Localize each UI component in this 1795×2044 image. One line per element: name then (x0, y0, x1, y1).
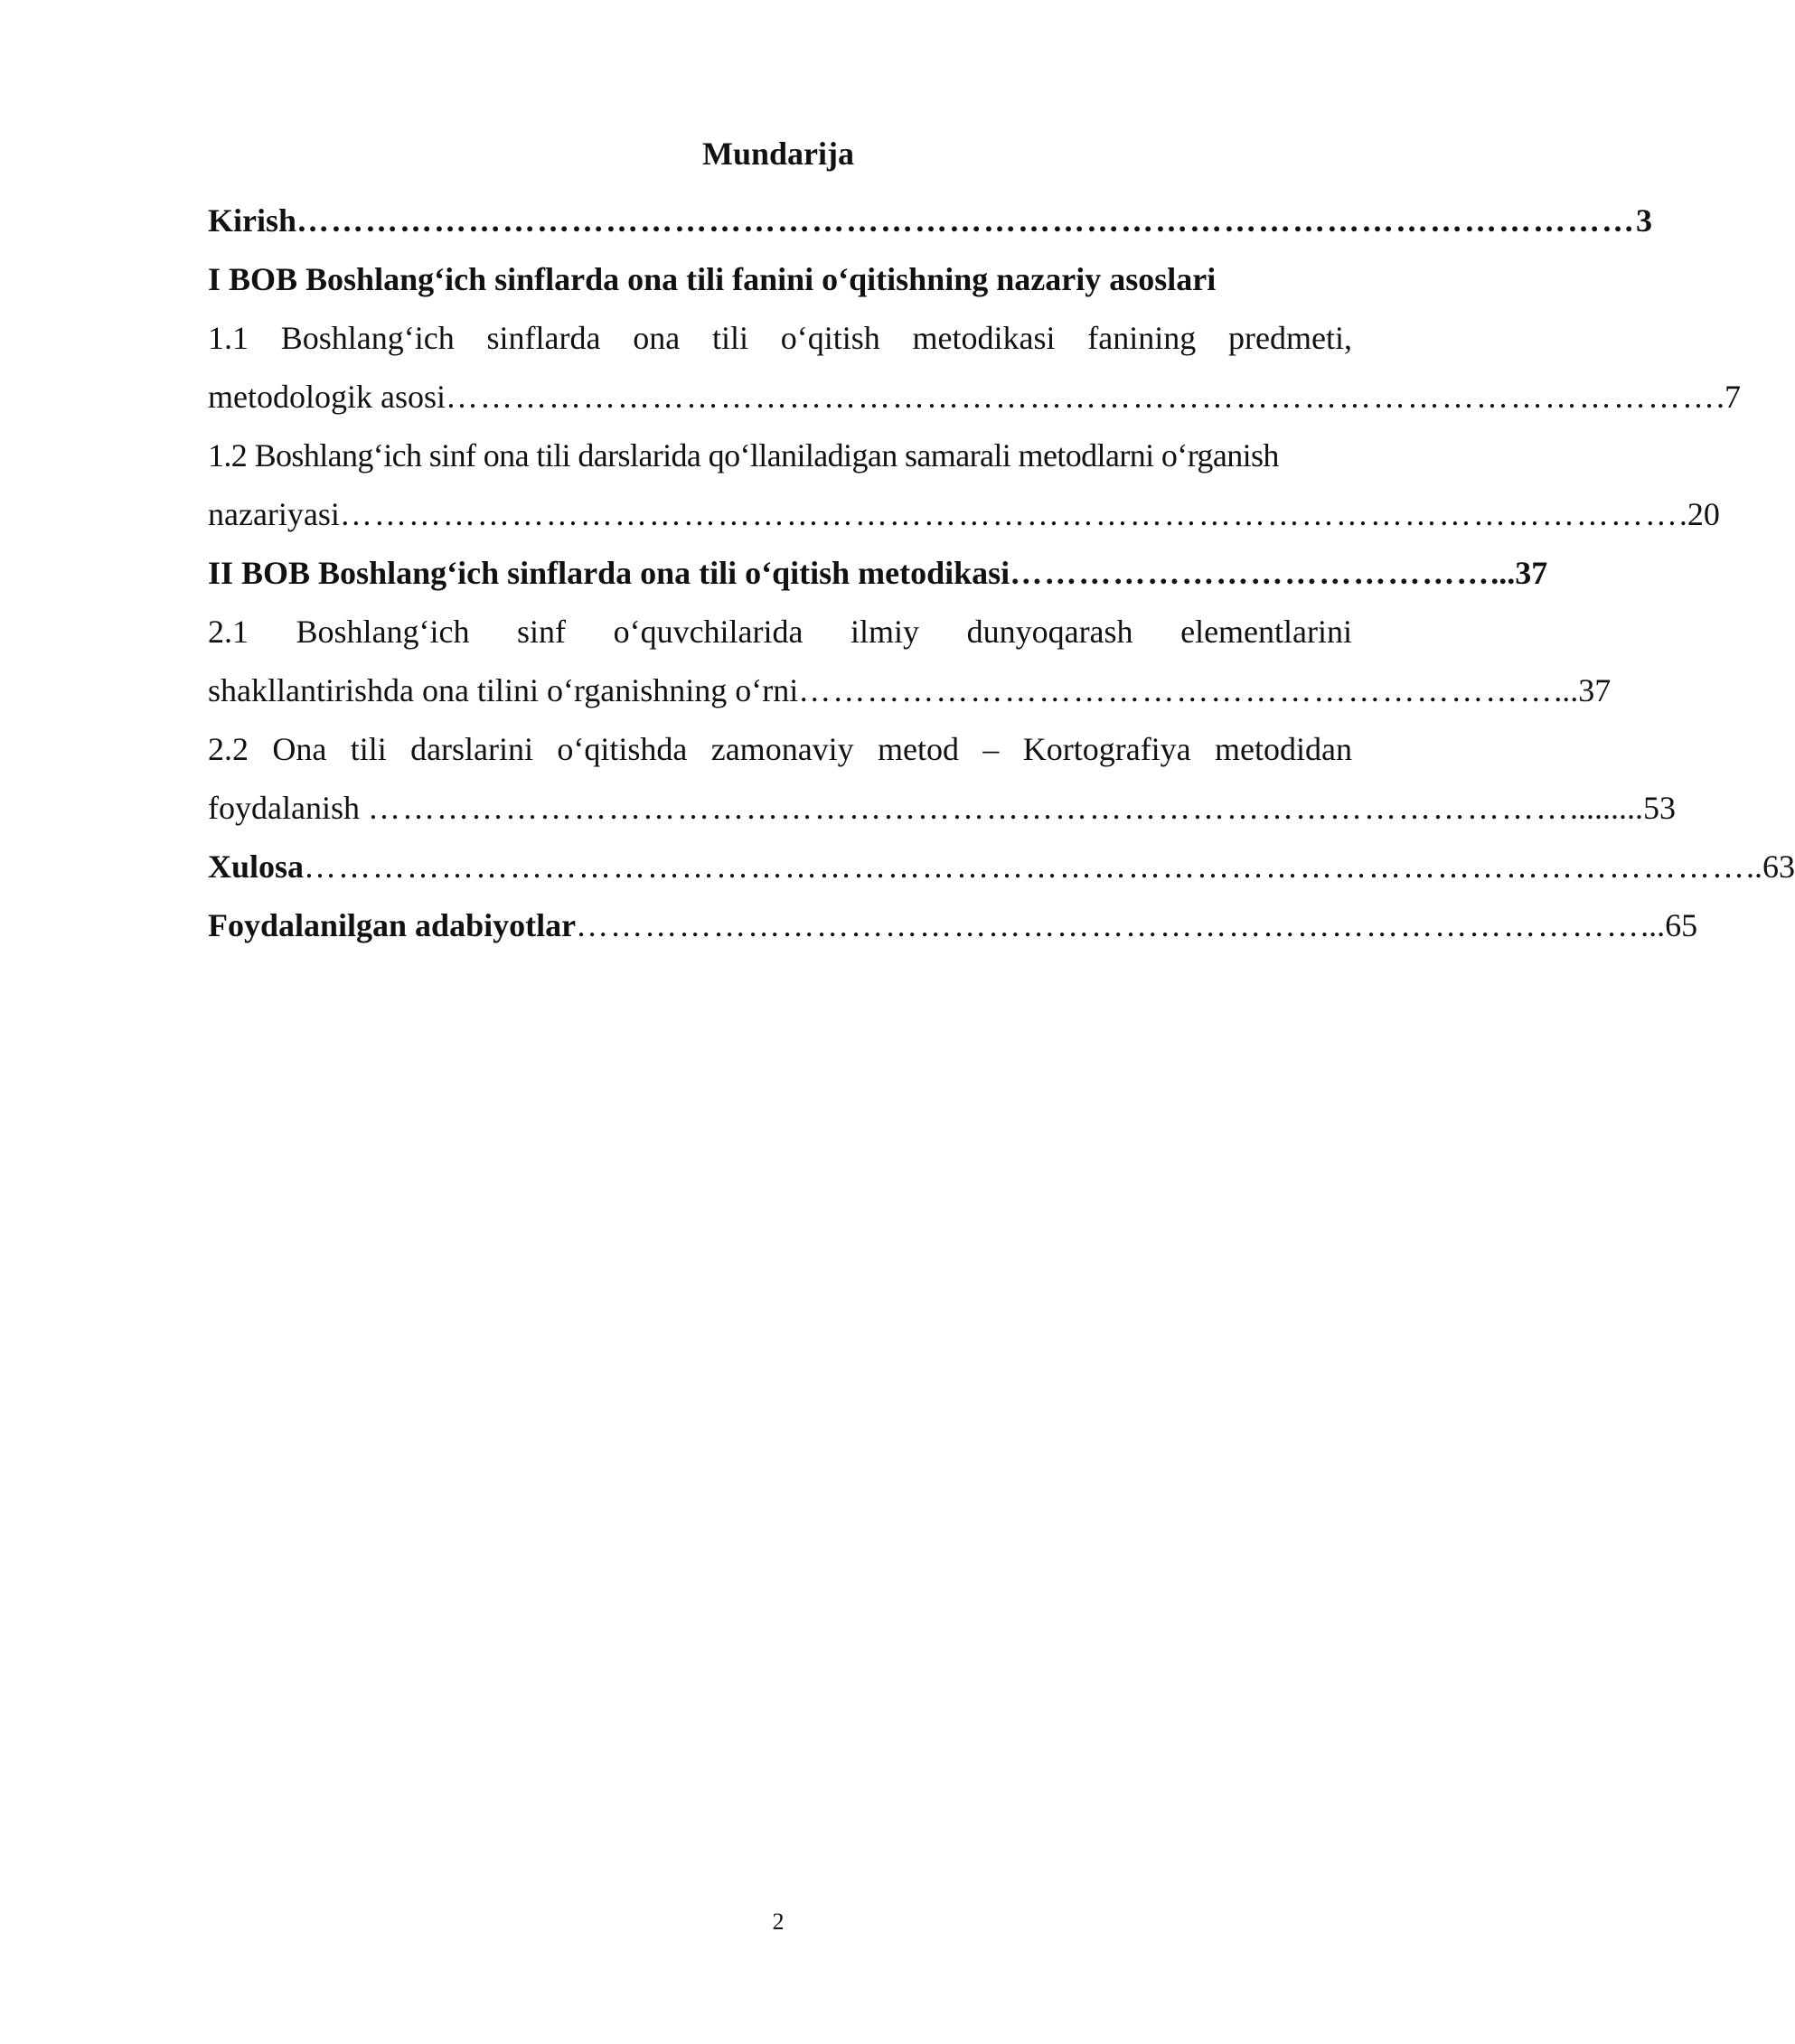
toc-entry-section-2-2-cont: foydalanish …………………………………………………………………………………………… .........53 (208, 779, 1352, 838)
toc-page-number: 3 (1636, 202, 1653, 239)
toc-title: Mundarija (701, 136, 854, 172)
toc-entry-chapter-1: I BOB Boshlang‘ich sinflarda ona tili fanini o‘qitishning nazariy asoslari (208, 261, 1217, 297)
toc-page-number: .7 (1716, 379, 1741, 415)
toc-entry-section-1-2-cont: nazariyasi ……………………………………………………………………………………………………… .20 (208, 485, 1352, 544)
toc-entry-section-2-1: 2.1 Boshlang‘ich sinf o‘quvchilarida ilmiy dunyoqarash elementlarini (208, 614, 1352, 650)
toc-entry-section-2-1-cont: shakllantirishda ona tilini o‘rganishning o‘rni ………………………………………………………… ...37 (208, 661, 1352, 720)
toc-entry-section-1-1-cont: metodologik asosi ………………………………………………………………………………………………… .7 (208, 368, 1325, 427)
toc-page-number: .20 (1678, 496, 1720, 532)
toc-entry-section-1-1: 1.1 Boshlang‘ich sinflarda ona tili o‘qitish metodikasi fanining predmeti, (208, 320, 1352, 356)
toc-page-number: ...65 (1640, 907, 1698, 943)
toc-entry-chapter-2: II BOB Boshlang‘ich sinflarda ona tili o‘qitish metodikasi …………………………………… ...37 (208, 544, 1352, 603)
toc-page-number: ..63 (1746, 849, 1795, 885)
toc-page-number: ...37 (1490, 555, 1548, 591)
table-of-contents (208, 192, 1795, 955)
toc-entry-xulosa: Xulosa ……………………………………………………………………………………………………………… ..63 (208, 838, 1347, 896)
toc-entry-adabiyotlar: Foydalanilgan adabiyotlar ………………………………………………………………………………… ...65 (208, 896, 1343, 955)
page-number: 2 (772, 1908, 785, 1935)
toc-entry-kirish: Kirish ……………………………………………………………………………………………………… 3 (208, 192, 1352, 250)
toc-entry-section-2-2: 2.2 Ona tili darslarini o‘qitishda zamonaviy metod – Kortografiya metodidan (208, 731, 1352, 767)
toc-page-number: ...37 (1554, 672, 1612, 708)
toc-entry-section-1-2: 1.2 Boshlang‘ich sinf ona tili darslarida qo‘llaniladigan samarali metodlarni o‘rganish (208, 437, 1279, 473)
toc-page-number: .........53 (1569, 790, 1676, 826)
